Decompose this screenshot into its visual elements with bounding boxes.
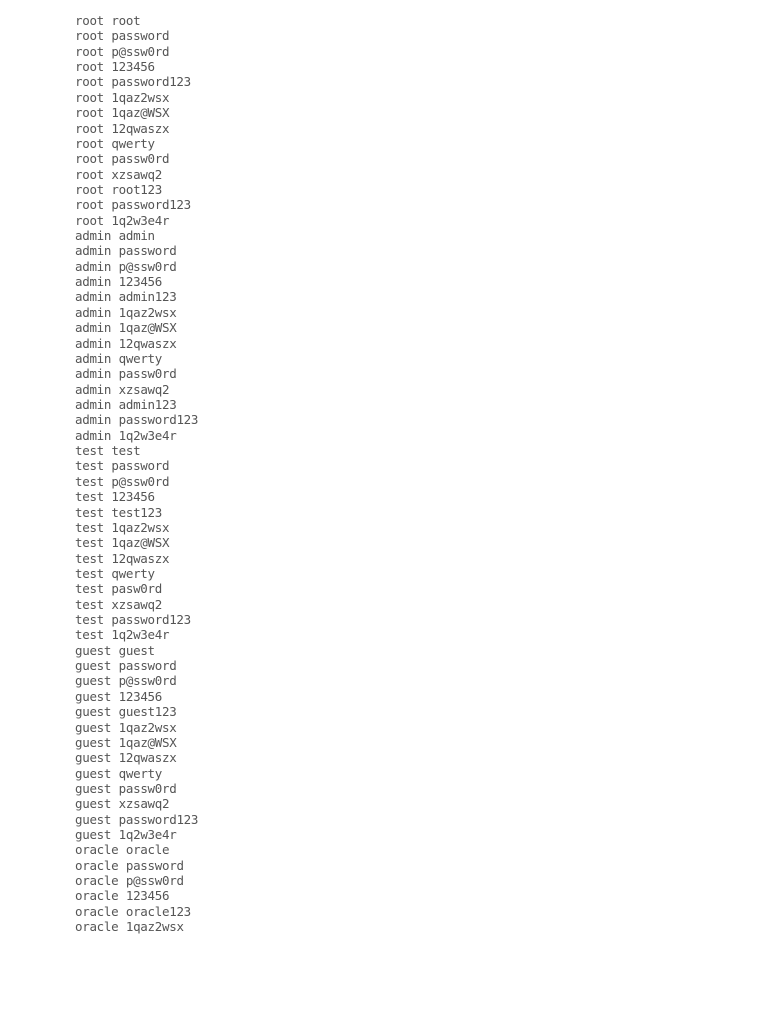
username-text: root xyxy=(75,59,104,75)
password-text: admin123 xyxy=(118,396,177,412)
credential-list xyxy=(75,13,198,935)
password-text: admin123 xyxy=(118,289,177,305)
credential-line xyxy=(75,904,198,919)
password-text: xzsawq2 xyxy=(111,166,162,182)
username-text: root xyxy=(75,120,104,136)
password-text: xzsawq2 xyxy=(111,596,162,612)
password-text: 123456 xyxy=(125,888,170,904)
password-text: guest123 xyxy=(118,704,177,720)
credential-line xyxy=(75,812,198,827)
credential-line xyxy=(75,305,198,320)
password-text: p@ssw0rd xyxy=(118,673,177,689)
username-text: oracle xyxy=(75,903,119,919)
username-text: guest xyxy=(75,765,112,781)
credential-line xyxy=(75,658,198,673)
credential-line xyxy=(75,458,198,473)
password-text: 12qwaszx xyxy=(118,750,177,766)
credential-line xyxy=(75,105,198,120)
username-text: oracle xyxy=(75,888,119,904)
username-text: test xyxy=(75,581,104,597)
username-text: test xyxy=(75,565,104,581)
username-text: admin xyxy=(75,289,112,305)
credential-line xyxy=(75,289,198,304)
credential-line xyxy=(75,597,198,612)
credential-line xyxy=(75,581,198,596)
password-text: password xyxy=(118,658,177,674)
username-text: root xyxy=(75,43,104,59)
username-text: test xyxy=(75,458,104,474)
password-text: password123 xyxy=(118,412,199,428)
credential-line xyxy=(75,136,198,151)
credential-line xyxy=(75,474,198,489)
password-text: 1qaz@WSX xyxy=(118,320,177,336)
username-text: oracle xyxy=(75,857,119,873)
password-text: 123456 xyxy=(111,489,155,505)
username-text: test xyxy=(75,443,104,459)
credential-line xyxy=(75,351,198,366)
username-text: oracle xyxy=(75,873,119,889)
credential-line xyxy=(75,320,198,335)
username-text: guest xyxy=(75,796,112,812)
password-text: 1qaz@WSX xyxy=(111,535,170,551)
username-text: guest xyxy=(75,811,112,827)
password-text: 1q2w3e4r xyxy=(118,827,177,843)
password-text: 1qaz2wsx xyxy=(118,719,177,735)
password-text: root123 xyxy=(111,181,162,197)
credential-line xyxy=(75,243,198,258)
username-text: test xyxy=(75,504,104,520)
credential-line xyxy=(75,627,198,642)
credential-line xyxy=(75,766,198,781)
username-text: admin xyxy=(75,243,112,259)
password-text: 12qwaszx xyxy=(118,335,177,351)
credential-line xyxy=(75,13,198,28)
username-text: guest xyxy=(75,719,112,735)
password-text: root xyxy=(111,13,141,28)
password-text: guest xyxy=(118,642,155,658)
credential-line xyxy=(75,28,198,43)
username-text: admin xyxy=(75,427,112,443)
username-text: admin xyxy=(75,274,112,290)
password-text: 12qwaszx xyxy=(111,550,170,566)
credential-line xyxy=(75,428,198,443)
password-text: 1q2w3e4r xyxy=(111,212,170,228)
username-text: root xyxy=(75,13,104,28)
password-text: password xyxy=(125,857,184,873)
password-text: oracle xyxy=(125,842,170,858)
credential-line xyxy=(75,274,198,289)
username-text: admin xyxy=(75,258,112,274)
username-text: guest xyxy=(75,734,112,750)
username-text: root xyxy=(75,89,104,105)
username-text: root xyxy=(75,28,104,44)
password-text: 1qaz2wsx xyxy=(111,519,170,535)
credential-line xyxy=(75,535,198,550)
username-text: test xyxy=(75,473,104,489)
username-text: admin xyxy=(75,412,112,428)
password-text: xzsawq2 xyxy=(118,796,170,812)
username-text: root xyxy=(75,151,104,167)
credential-line xyxy=(75,796,198,811)
username-text: test xyxy=(75,596,104,612)
username-text: test xyxy=(75,612,104,628)
password-text: 1qaz2wsx xyxy=(111,89,170,105)
credential-line xyxy=(75,443,198,458)
username-text: oracle xyxy=(75,842,119,858)
credential-line xyxy=(75,259,198,274)
credential-line xyxy=(75,397,198,412)
credential-line xyxy=(75,412,198,427)
credential-line xyxy=(75,167,198,182)
username-text: test xyxy=(75,550,104,566)
password-text: qwerty xyxy=(111,135,155,151)
credential-line xyxy=(75,566,198,581)
username-text: root xyxy=(75,74,104,90)
password-text: p@ssw0rd xyxy=(125,873,184,889)
username-text: admin xyxy=(75,320,112,336)
password-text: pasw0rd xyxy=(111,581,162,597)
username-text: root xyxy=(75,135,104,151)
credential-line xyxy=(75,90,198,105)
credential-line xyxy=(75,182,198,197)
username-text: test xyxy=(75,489,104,505)
password-text: oracle123 xyxy=(125,903,191,919)
credential-line xyxy=(75,888,198,903)
credential-line xyxy=(75,643,198,658)
credential-line xyxy=(75,366,198,381)
credential-line xyxy=(75,551,198,566)
credential-line xyxy=(75,827,198,842)
credential-line xyxy=(75,750,198,765)
username-text: root xyxy=(75,212,104,228)
credential-line xyxy=(75,673,198,688)
password-text: qwerty xyxy=(111,565,155,581)
username-text: guest xyxy=(75,704,112,720)
username-text: guest xyxy=(75,688,112,704)
username-text: admin xyxy=(75,366,112,382)
password-text: 123456 xyxy=(118,274,162,290)
username-text: oracle xyxy=(75,919,119,935)
credential-line xyxy=(75,612,198,627)
username-text: guest xyxy=(75,658,112,674)
password-text: 1q2w3e4r xyxy=(111,627,170,643)
password-text: password123 xyxy=(111,74,191,90)
password-text: passw0rd xyxy=(111,151,170,167)
password-text: password xyxy=(111,28,170,44)
username-text: test xyxy=(75,519,104,535)
credential-line xyxy=(75,336,198,351)
password-text: passw0rd xyxy=(118,780,177,796)
username-text: admin xyxy=(75,350,112,366)
password-text: p@ssw0rd xyxy=(111,43,170,59)
username-text: guest xyxy=(75,750,112,766)
credential-line xyxy=(75,59,198,74)
password-text: password123 xyxy=(111,197,191,213)
username-text: guest xyxy=(75,642,112,658)
credential-line xyxy=(75,720,198,735)
username-text: root xyxy=(75,105,104,121)
password-text: password123 xyxy=(111,612,191,628)
credential-line xyxy=(75,919,198,934)
username-text: guest xyxy=(75,780,112,796)
credential-line xyxy=(75,197,198,212)
username-text: guest xyxy=(75,827,112,843)
password-text: 1qaz2wsx xyxy=(118,304,177,320)
username-text: admin xyxy=(75,304,112,320)
credential-line xyxy=(75,704,198,719)
credential-line xyxy=(75,505,198,520)
password-text: p@ssw0rd xyxy=(111,473,170,489)
password-text: 123456 xyxy=(118,688,162,704)
username-text: test xyxy=(75,535,104,551)
credential-line xyxy=(75,858,198,873)
password-text: 123456 xyxy=(111,59,155,75)
password-text: qwerty xyxy=(118,765,162,781)
username-text: root xyxy=(75,166,104,182)
credential-line xyxy=(75,213,198,228)
credential-line xyxy=(75,44,198,59)
password-text: test123 xyxy=(111,504,162,520)
password-text: admin xyxy=(118,228,155,244)
username-text: root xyxy=(75,197,104,213)
credential-line xyxy=(75,151,198,166)
password-text: passw0rd xyxy=(118,366,177,382)
password-text: 1qaz@WSX xyxy=(118,734,177,750)
credential-line xyxy=(75,382,198,397)
username-text: admin xyxy=(75,396,112,412)
password-text: password xyxy=(118,243,177,259)
password-text: 1qaz2wsx xyxy=(125,919,184,935)
password-text: password xyxy=(111,458,170,474)
credential-line xyxy=(75,873,198,888)
username-text: root xyxy=(75,181,104,197)
password-text: p@ssw0rd xyxy=(118,258,177,274)
credential-line xyxy=(75,520,198,535)
credential-line xyxy=(75,689,198,704)
username-text: admin xyxy=(75,381,112,397)
username-text: admin xyxy=(75,335,112,351)
password-text: 12qwaszx xyxy=(111,120,170,136)
credential-line xyxy=(75,842,198,857)
credential-line xyxy=(75,489,198,504)
password-text: 1qaz@WSX xyxy=(111,105,170,121)
password-text: test xyxy=(111,443,141,459)
credential-line xyxy=(75,781,198,796)
username-text: admin xyxy=(75,228,112,244)
credential-line xyxy=(75,121,198,136)
username-text: test xyxy=(75,627,104,643)
credential-line xyxy=(75,74,198,89)
username-text: guest xyxy=(75,673,112,689)
password-text: qwerty xyxy=(118,350,162,366)
credential-line xyxy=(75,735,198,750)
password-text: xzsawq2 xyxy=(118,381,170,397)
password-text: 1q2w3e4r xyxy=(118,427,177,443)
credential-line xyxy=(75,228,198,243)
password-text: password123 xyxy=(118,811,199,827)
